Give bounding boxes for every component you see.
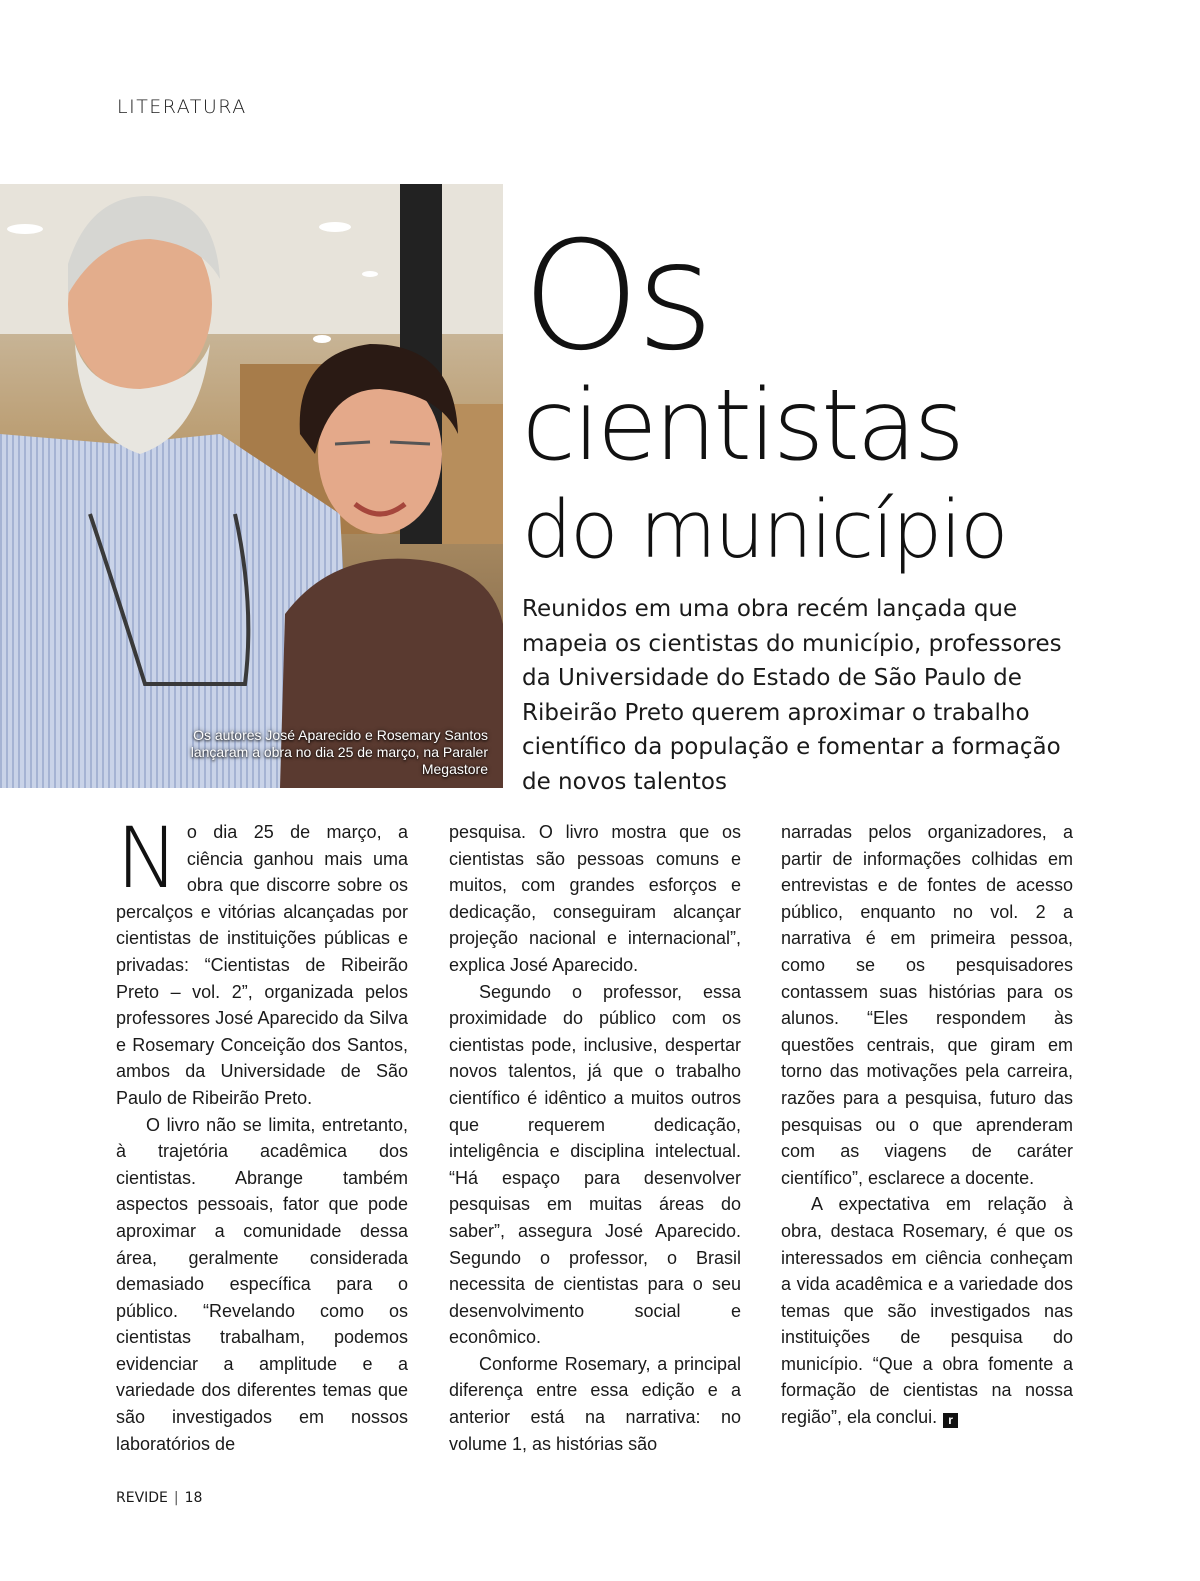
article-title [522,210,1182,580]
page-footer [116,1490,202,1506]
body-column-3 [781,819,1073,1431]
authors-photo [0,184,503,788]
paragraph [781,1191,1073,1430]
magazine-name: REVIDE [116,1490,168,1506]
body-column-1 [116,809,408,1457]
section-label: LITERATURA [117,96,247,118]
drop-cap: N [116,809,179,907]
paragraph: O livro não se limita, entretanto, à trajetória acadêmica dos cientistas. Abrange também aspectos pessoais, fator que pode aproximar a comunidade dessa área, geralmente considerada demasiado específica para o público. “Revelando como os cientistas trabalham, podemos evidenciar a amplitude e a variedade dos diferentes temas que são investigados em nossos laboratórios de [116,1114,408,1454]
paragraph-text: o dia 25 de março, a ciência ganhou mais uma obra que discorre sobre os percalços e vitórias alcançadas por cientistas de instituições públicas e privadas: “Cientistas de Ribeirão Preto – vol. 2”, organizada pelos professores José Aparecido da Silva e Rosemary Conceição dos Santos, ambos da Universidade de São Paulo de Ribeirão Preto. [116,822,408,1108]
title-line-2: cientistas [522,369,962,483]
body-column-2 [449,819,741,1457]
paragraph: narradas pelos organizadores, a partir de informações colhidas em entrevistas e de fontes de acesso público, enquanto no vol. 2 a narrativa é em primeira pessoa, como se os pesquisadores contassem suas histórias para os alunos. “Eles respondem às questões centrais, que giram em torno das motivações pela carreira, razões para a pesquisa, futuro das pesquisas ou o que aprenderam com as viagens de caráter científico”, esclarece a docente. [781,822,1073,1188]
paragraph [116,809,408,1112]
title-line-1: Os [522,210,711,384]
article-lede: Reunidos em uma obra recém lançada que mapeia os cientistas do município, professores da Universidade do Estado de São Paulo de Ribeirão Preto querem aproximar o trabalho científico da população e fomentar a formação de novos talentos [522,596,1062,795]
footer-separator: | [173,1490,179,1506]
paragraph: pesquisa. O livro mostra que os cientistas são pessoas comuns e muitos, com grandes esforços e dedicação, conseguiram alcançar projeção nacional e internacional”, explica José Aparecido. [449,822,741,975]
end-mark-icon: r [943,1413,958,1428]
page-number: 18 [184,1490,203,1506]
paragraph-text: A expectativa em relação à obra, destaca Rosemary, é que os interessados em ciência conheçam a vida acadêmica e a variedade dos temas que são investigados nas instituições de pesquisa do município. “Que a obra fomente a formação de cientistas na nossa região”, ela conclui. [781,1194,1073,1428]
paragraph: Segundo o professor, essa proximidade do público com os cientistas pode, inclusive, despertar novos talentos, já que o trabalho científico é idêntico a muitos outros que requerem dedicação, inteligência e disciplina intelectual. “Há espaço para desenvolver pesquisas em muitas áreas do saber”, assegura José Aparecido. Segundo o professor, o Brasil necessita de cientistas para o seu desenvolvimento social e econômico. [449,981,741,1348]
title-line-3: do município [522,484,1007,576]
paragraph: Conforme Rosemary, a principal diferença entre essa edição e a anterior está na narrativa: no volume 1, as histórias são [449,1353,741,1454]
photo-illustration [0,184,503,788]
photo-caption: Os autores José Aparecido e Rosemary Santos lançaram a obra no dia 25 de março, na Paraler Megastore [190,727,488,777]
